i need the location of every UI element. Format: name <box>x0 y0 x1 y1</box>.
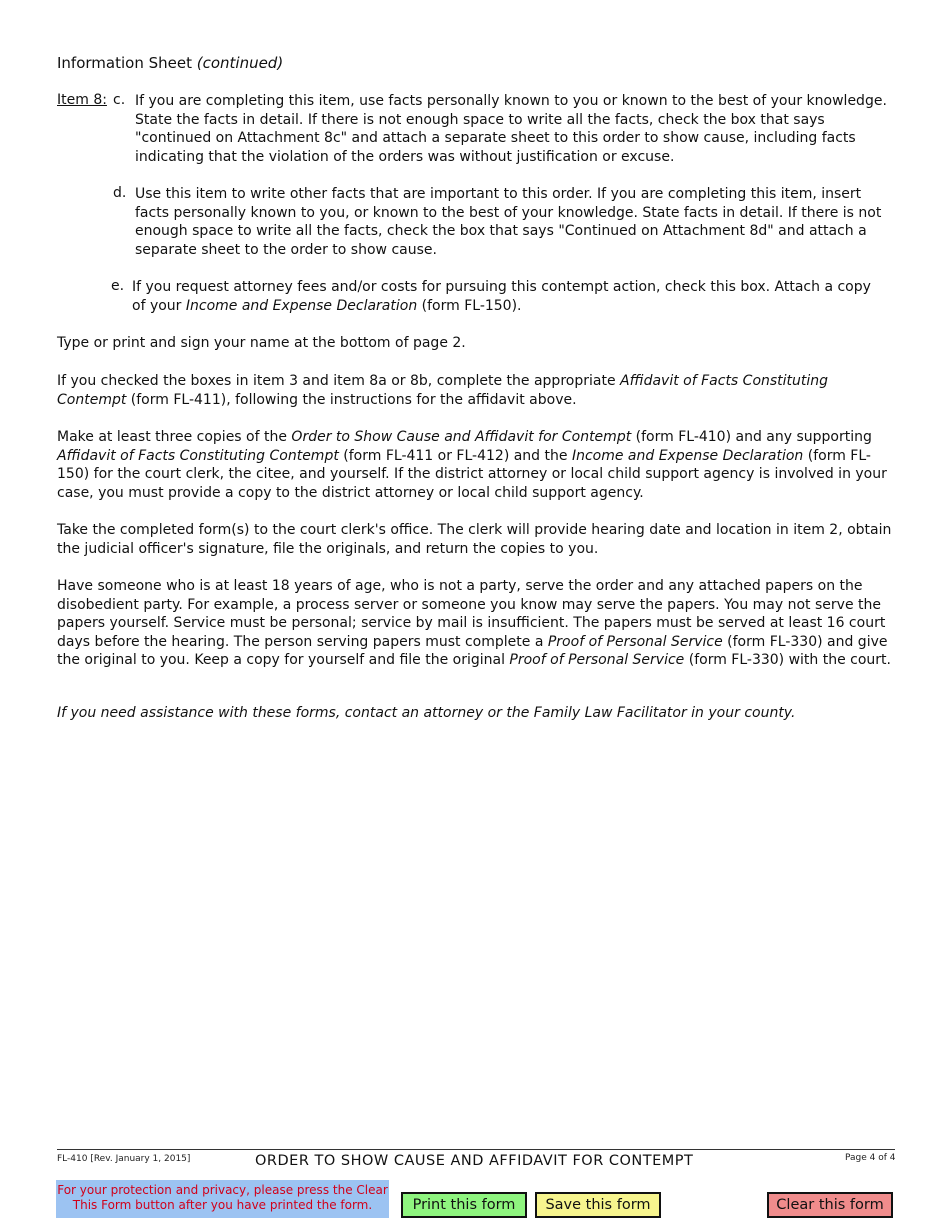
paragraph-sign-name: Type or print and sign your name at the bottom of page 2. <box>57 335 466 351</box>
print-form-button[interactable]: Print this form <box>401 1192 527 1218</box>
item-8d-text: Use this item to write other facts that are important to this order. If you are completing this item, insert facts personally known to you, or known to the best of your knowledge. State facts in detail. If there is not enough space to write all the facts, check the box that says "Continued on Attachment 8d" and attach a separate sheet to the order to show cause. <box>135 186 882 258</box>
page-header <box>57 54 283 72</box>
paragraph-service: Have someone who is at least 18 years of age, who is not a party, serve the order and any attached papers on the disobedient party. For example, a process server or someone you know may serve the papers. You may not serve the papers yourself. Service must be personal; service by mail is insufficient. The papers must be served at least 16 court days before the hearing. The person serving papers must complete a Proof of Personal Service (form FL-330) and give the original to you. Keep a copy for yourself and file the original Proof of Personal Service (form FL-330) with the court. <box>57 578 891 668</box>
footer-page-number: Page 4 of 4 <box>845 1153 896 1163</box>
clear-form-button[interactable]: Clear this form <box>767 1192 893 1218</box>
item-8e-text: If you request attorney fees and/or costs for pursuing this contempt action, check this box. Attach a copy of your Income and Expense Declaration (form FL-150). <box>132 279 871 314</box>
save-form-button[interactable]: Save this form <box>535 1192 661 1218</box>
paragraph-clerk: Take the completed form(s) to the court clerk's office. The clerk will provide hearing date and location in item 2, obtain the judicial officer's signature, file the originals, and return the copies to you. <box>57 522 892 557</box>
header-title: Information Sheet <box>57 54 197 72</box>
header-title-suffix: (continued) <box>196 54 284 72</box>
footer-divider <box>57 1149 895 1150</box>
privacy-notice: For your protection and privacy, please press the Clear This Form button after you have printed the form. <box>56 1180 389 1218</box>
item-8-label: Item 8: <box>57 92 107 108</box>
paragraph-assistance: If you need assistance with these forms, contact an attorney or the Family Law Facilitator in your county. <box>57 705 796 721</box>
footer-form-id: FL-410 [Rev. January 1, 2015] <box>57 1154 191 1164</box>
paragraph-affidavit: If you checked the boxes in item 3 and item 8a or 8b, complete the appropriate Affidavit of Facts Constituting Contempt (form FL-411), following the instructions for the affidavit above. <box>57 373 829 408</box>
footer-title: ORDER TO SHOW CAUSE AND AFFIDAVIT FOR CONTEMPT <box>255 1153 694 1169</box>
item-8c-text: If you are completing this item, use facts personally known to you or known to the best of your knowledge. State the facts in detail. If there is not enough space to write all the facts, check the box that says "continued on Attachment 8c" and attach a separate sheet to this order to show cause, including facts indicating that the violation of the orders was without justification or excuse. <box>135 93 887 165</box>
paragraph-copies: Make at least three copies of the Order to Show Cause and Affidavit for Contempt (form FL-410) and any supporting Affidavit of Facts Constituting Contempt (form FL-411 or FL-412) and the Income and Expense Declaration (form FL-150) for the court clerk, the citee, and yourself. If the district attorney or local child support agency is involved in your case, you must provide a copy to the district attorney or local child support agency. <box>57 429 887 501</box>
item-8c-letter: c. <box>113 92 126 108</box>
item-8d-letter: d. <box>113 185 127 201</box>
item-8e-letter: e. <box>111 278 125 294</box>
